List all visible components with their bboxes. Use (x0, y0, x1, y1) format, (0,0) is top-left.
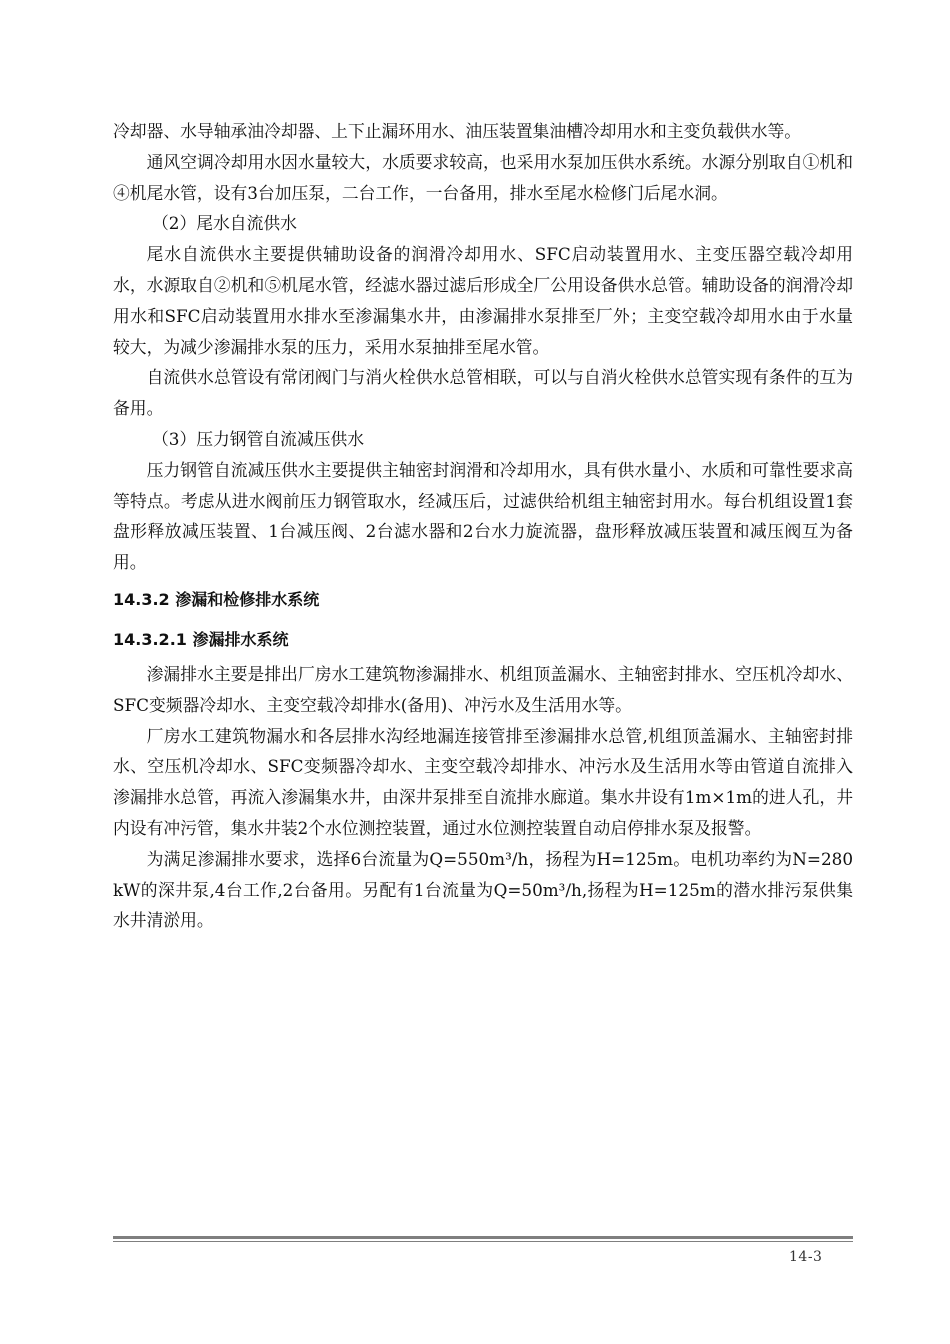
body-paragraph: 通风空调冷却用水因水量较大，水质要求较高，也采用水泵加压供水系统。水源分别取自①机和④机尾水管，设有3台加压泵，二台工作，一台备用，排水至尾水检修门后尾水洞。 (113, 151, 853, 203)
subsection-heading: 14.3.2.1 渗漏排水系统 (113, 629, 289, 649)
page-number: 14-3 (789, 1249, 823, 1265)
body-paragraph: 为满足渗漏排水要求，选择6台流量为Q=550m³/h，扬程为H=125m。电机功率约为N=280kW的深井泵,4台工作,2台备用。另配有1台流量为Q=50m³/h,扬程为H=125m的潜水排污泵供集水井清淤用。 (113, 848, 853, 931)
body-paragraph: 自流供水总管设有常闭阀门与消火栓供水总管相联，可以与自消火栓供水总管实现有条件的互为备用。 (113, 367, 853, 419)
subsection-title: （2）尾水自流供水 (152, 213, 297, 234)
document-body (113, 116, 853, 936)
body-paragraph: 渗漏排水主要是排出厂房水工建筑物渗漏排水、机组顶盖漏水、主轴密封排水、空压机冷却水、SFC变频器冷却水、主变空载冷却排水(备用)、冲污水及生活用水等。 (113, 663, 853, 715)
body-paragraph: 冷却器、水导轴承油冷却器、上下止漏环用水、油压装置集油槽冷却用水和主变负载供水等。 (113, 121, 802, 141)
body-paragraph: 尾水自流供水主要提供辅助设备的润滑冷却用水、SFC启动装置用水、主变压器空载冷却用水，水源取自②机和⑤机尾水管，经滤水器过滤后形成全厂公用设备供水总管。辅助设备的润滑冷却用水和SFC启动装置用水排水至渗漏集水井，由渗漏排水泵排至厂外；主变空载冷却用水由于水量较大，为减少渗漏排水泵的压力，采用水泵抽排至尾水管。 (113, 244, 853, 357)
footer-rule (113, 1236, 853, 1242)
section-heading: 14.3.2 渗漏和检修排水系统 (113, 589, 320, 609)
subsection-title: （3）压力钢管自流减压供水 (152, 428, 365, 449)
body-paragraph: 厂房水工建筑物漏水和各层排水沟经地漏连接管排至渗漏排水总管,机组顶盖漏水、主轴密封排水、空压机冷却水、SFC变频器冷却水、主变空载冷却排水、冲污水及生活用水等由管道自流排入渗漏排水总管，再流入渗漏集水井，由深井泵排至自流排水廊道。集水井设有1m×1m的进人孔，井内设有冲污管，集水井装2个水位测控装置，通过水位测控装置自动启停排水泵及报警。 (113, 725, 853, 838)
body-paragraph: 压力钢管自流减压供水主要提供主轴密封润滑和冷却用水，具有供水量小、水质和可靠性要求高等特点。考虑从进水阀前压力钢管取水，经减压后，过滤供给机组主轴密封用水。每台机组设置1套盘形释放减压装置、1台减压阀、2台滤水器和2台水力旋流器，盘形释放减压装置和减压阀互为备用。 (113, 459, 853, 573)
